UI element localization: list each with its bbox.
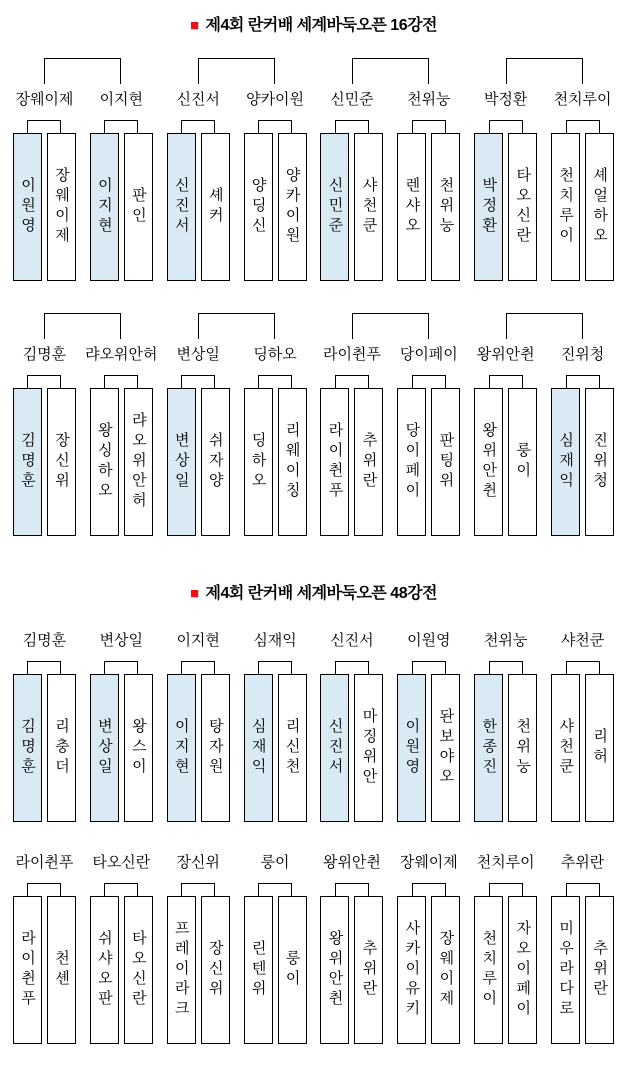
player-box xyxy=(320,388,349,536)
section-title-text: 제4회 란커배 세계바둑오픈 16강전 xyxy=(205,17,438,34)
advancer-label: 신진서 xyxy=(330,632,374,649)
player-box xyxy=(167,674,196,822)
player-box xyxy=(551,388,580,536)
player-box xyxy=(124,896,153,1044)
player-name: 신진서 xyxy=(326,718,344,778)
player-name: 이원영 xyxy=(18,177,36,237)
player-box xyxy=(167,133,196,281)
advancer-label: 천치루이 xyxy=(476,854,535,871)
match-connector-line xyxy=(412,883,446,896)
match-pair xyxy=(320,388,383,536)
advancer-label: 천위눙 xyxy=(483,632,528,649)
advancer-label: 샤천쿤 xyxy=(560,632,605,649)
advancer-label: 양카이원 xyxy=(246,91,305,108)
match-pair xyxy=(551,133,614,281)
match-connector-line xyxy=(27,883,61,896)
advancer-label: 천치루이 xyxy=(553,91,612,108)
player-box xyxy=(167,388,196,536)
match-pair xyxy=(167,133,230,281)
match-pair xyxy=(13,674,76,822)
player-box xyxy=(201,896,230,1044)
player-name: 랴오위안허 xyxy=(129,412,147,512)
match-row xyxy=(6,631,621,822)
player-box xyxy=(124,388,153,536)
player-name: 린텐위 xyxy=(249,940,267,1000)
match-cell xyxy=(467,631,544,822)
player-box xyxy=(397,674,426,822)
match-cell xyxy=(314,853,391,1044)
player-box xyxy=(431,674,460,822)
player-name: 리웨이칭 xyxy=(283,422,301,502)
player-box xyxy=(201,133,230,281)
match-row xyxy=(6,345,621,536)
player-name: 왕위안췬 xyxy=(480,422,498,502)
advancer-label: 천위눙 xyxy=(407,91,451,108)
match-cell xyxy=(160,853,237,1044)
player-name: 쉬자양 xyxy=(206,432,224,492)
player-box xyxy=(201,388,230,536)
match-cell xyxy=(314,90,391,281)
player-name: 쉬샤오판 xyxy=(95,930,113,1010)
player-name: 이원영 xyxy=(403,718,421,778)
player-box xyxy=(47,896,76,1044)
player-name: 박정환 xyxy=(480,177,498,237)
player-box xyxy=(585,896,614,1044)
player-box xyxy=(244,674,273,822)
player-name: 왕위안췬 xyxy=(326,930,344,1010)
advancer-label: 장웨이제 xyxy=(399,854,458,871)
match-connector-line xyxy=(566,883,600,896)
match-pair xyxy=(13,896,76,1044)
player-name: 양카이원 xyxy=(283,167,301,247)
player-box xyxy=(47,133,76,281)
player-name: 신민준 xyxy=(326,177,344,237)
advancer-label: 장신위 xyxy=(176,854,220,871)
match-connector-line xyxy=(258,375,292,388)
player-box xyxy=(397,388,426,536)
match-connector-line xyxy=(566,375,600,388)
match-connector-line xyxy=(104,120,138,133)
match-pair xyxy=(397,133,460,281)
player-box xyxy=(474,674,503,822)
advancer-label: 라이췬푸 xyxy=(15,854,74,871)
player-name: 천치루이 xyxy=(480,930,498,1010)
player-box xyxy=(508,674,537,822)
player-box xyxy=(13,896,42,1044)
pair-connector-row xyxy=(6,45,621,84)
player-box xyxy=(431,133,460,281)
match-cell xyxy=(544,90,621,281)
player-box xyxy=(551,674,580,822)
player-box xyxy=(354,896,383,1044)
player-name: 왕스이 xyxy=(129,718,147,778)
match-pair xyxy=(167,388,230,536)
player-name: 장웨이제 xyxy=(437,930,455,1010)
player-box xyxy=(431,896,460,1044)
advancer-label: 추위란 xyxy=(560,854,605,871)
player-box xyxy=(201,674,230,822)
match-pair xyxy=(244,896,307,1044)
bracket-round xyxy=(6,631,621,822)
player-box xyxy=(585,674,614,822)
match-cell xyxy=(83,853,160,1044)
bracket-round xyxy=(6,300,621,536)
player-name: 양딩신 xyxy=(249,177,267,237)
player-name: 심재익 xyxy=(557,432,575,492)
advancer-label: 신민준 xyxy=(330,91,374,108)
pair-connector-line xyxy=(352,313,429,339)
player-box xyxy=(474,388,503,536)
advancer-label: 이지현 xyxy=(176,632,220,649)
player-box xyxy=(13,133,42,281)
match-cell xyxy=(467,853,544,1044)
match-cell xyxy=(314,345,391,536)
match-cell xyxy=(6,345,83,536)
match-connector-line xyxy=(104,375,138,388)
player-box xyxy=(508,388,537,536)
player-box xyxy=(354,388,383,536)
match-connector-line xyxy=(412,120,446,133)
player-name: 천셴 xyxy=(52,950,70,990)
match-cell xyxy=(390,631,467,822)
match-connector-line xyxy=(258,661,292,674)
advancer-label: 라이췬푸 xyxy=(322,346,381,363)
pair-connector-line xyxy=(198,313,275,339)
player-box xyxy=(244,133,273,281)
red-square-icon: ■ xyxy=(189,585,199,602)
player-name: 사카이유키 xyxy=(403,920,421,1020)
player-box xyxy=(474,133,503,281)
advancer-label: 왕위안췬 xyxy=(476,346,535,363)
player-box xyxy=(278,388,307,536)
player-name: 라이췬푸 xyxy=(18,930,36,1010)
player-name: 판팅위 xyxy=(437,432,455,492)
match-connector-line xyxy=(335,120,369,133)
player-box xyxy=(124,133,153,281)
player-box xyxy=(585,133,614,281)
match-row xyxy=(6,90,621,281)
match-connector-line xyxy=(489,883,523,896)
advancer-label: 타오신란 xyxy=(92,854,151,871)
match-pair xyxy=(474,896,537,1044)
match-pair xyxy=(244,133,307,281)
player-box xyxy=(551,133,580,281)
player-box xyxy=(585,388,614,536)
player-name: 추위란 xyxy=(591,940,609,1000)
player-name: 룽이 xyxy=(514,442,532,482)
player-box xyxy=(90,674,119,822)
section-title xyxy=(6,12,621,35)
player-name: 당이페이 xyxy=(403,422,421,502)
player-name: 장신위 xyxy=(206,940,224,1000)
player-name: 이지현 xyxy=(95,177,113,237)
player-name: 변상일 xyxy=(172,432,190,492)
section-title xyxy=(6,580,621,603)
pair-connector-line xyxy=(352,58,429,84)
advancer-label: 랴오위안허 xyxy=(85,346,158,363)
player-box xyxy=(47,674,76,822)
match-pair xyxy=(474,674,537,822)
match-cell xyxy=(160,345,237,536)
match-connector-line xyxy=(181,120,215,133)
advancer-label: 김명훈 xyxy=(22,632,67,649)
player-box xyxy=(474,896,503,1044)
match-cell xyxy=(83,631,160,822)
player-name: 판인 xyxy=(129,187,147,227)
player-box xyxy=(90,133,119,281)
player-name: 한종진 xyxy=(480,718,498,778)
match-cell xyxy=(83,345,160,536)
player-box xyxy=(397,896,426,1044)
match-connector-line xyxy=(412,661,446,674)
bracket-round xyxy=(6,853,621,1044)
match-pair xyxy=(90,388,153,536)
advancer-label: 장웨이제 xyxy=(15,91,74,108)
advancer-label: 김명훈 xyxy=(22,346,67,363)
match-pair xyxy=(474,388,537,536)
match-pair xyxy=(397,388,460,536)
match-pair xyxy=(397,674,460,822)
pair-connector-line xyxy=(198,58,275,84)
match-cell xyxy=(390,853,467,1044)
player-box xyxy=(90,896,119,1044)
match-cell xyxy=(467,90,544,281)
pair-connector-row xyxy=(6,300,621,339)
advancer-label: 당이페이 xyxy=(399,346,458,363)
player-name: 진위청 xyxy=(591,432,609,492)
match-cell xyxy=(6,90,83,281)
player-name: 천위눙 xyxy=(437,177,455,237)
player-name: 장신위 xyxy=(52,432,70,492)
match-pair xyxy=(90,896,153,1044)
player-name: 셰커 xyxy=(206,187,224,227)
match-cell xyxy=(544,853,621,1044)
match-pair xyxy=(90,133,153,281)
player-box xyxy=(13,674,42,822)
player-name: 김명훈 xyxy=(18,718,36,778)
player-name: 타오신란 xyxy=(514,167,532,247)
bracket-round xyxy=(6,45,621,281)
bracket-section-round48 xyxy=(6,580,621,1044)
match-pair xyxy=(320,133,383,281)
match-connector-line xyxy=(335,375,369,388)
match-cell xyxy=(6,631,83,822)
match-cell xyxy=(237,345,314,536)
player-name: 추위란 xyxy=(360,940,378,1000)
player-box xyxy=(354,133,383,281)
player-name: 천위눙 xyxy=(514,718,532,778)
advancer-label: 신진서 xyxy=(176,91,220,108)
player-name: 샤천쿤 xyxy=(360,177,378,237)
match-pair xyxy=(551,674,614,822)
player-box xyxy=(278,133,307,281)
match-pair xyxy=(244,388,307,536)
match-cell xyxy=(160,90,237,281)
player-box xyxy=(90,388,119,536)
player-name: 이지현 xyxy=(172,718,190,778)
match-pair xyxy=(90,674,153,822)
player-name: 왕싱하오 xyxy=(95,422,113,502)
player-name: 돤보야오 xyxy=(437,708,455,788)
advancer-label: 변상일 xyxy=(176,346,220,363)
match-connector-line xyxy=(181,375,215,388)
pair-connector-line xyxy=(44,58,121,84)
match-connector-line xyxy=(258,883,292,896)
match-cell xyxy=(390,90,467,281)
match-pair xyxy=(13,133,76,281)
match-cell xyxy=(390,345,467,536)
match-cell xyxy=(237,631,314,822)
match-pair xyxy=(167,674,230,822)
pair-connector-line xyxy=(506,313,583,339)
match-pair xyxy=(551,388,614,536)
player-box xyxy=(124,674,153,822)
player-name: 리충더 xyxy=(52,718,70,778)
match-pair xyxy=(320,674,383,822)
match-cell xyxy=(314,631,391,822)
match-pair xyxy=(244,674,307,822)
bracket-section-round16 xyxy=(6,12,621,536)
player-name: 장웨이제 xyxy=(52,167,70,247)
player-name: 자오이페이 xyxy=(514,920,532,1020)
match-connector-line xyxy=(104,883,138,896)
player-box xyxy=(397,133,426,281)
advancer-label: 심재익 xyxy=(253,632,297,649)
match-connector-line xyxy=(566,120,600,133)
match-cell xyxy=(237,853,314,1044)
player-name: 추위란 xyxy=(360,432,378,492)
player-name: 셰얼하오 xyxy=(591,167,609,247)
player-name: 마징위안 xyxy=(360,708,378,788)
player-name: 탕자원 xyxy=(206,718,224,778)
match-connector-line xyxy=(335,661,369,674)
match-connector-line xyxy=(181,661,215,674)
player-box xyxy=(278,674,307,822)
player-name: 미우라다로 xyxy=(557,920,575,1020)
match-connector-line xyxy=(104,661,138,674)
match-connector-line xyxy=(566,661,600,674)
match-connector-line xyxy=(181,883,215,896)
player-box xyxy=(167,896,196,1044)
advancer-label: 박정환 xyxy=(483,91,528,108)
player-box xyxy=(244,388,273,536)
player-name: 샤천쿤 xyxy=(557,718,575,778)
advancer-label: 이원영 xyxy=(407,632,451,649)
bracket-rows xyxy=(6,45,621,536)
player-name: 변상일 xyxy=(95,718,113,778)
match-row xyxy=(6,853,621,1044)
player-box xyxy=(551,896,580,1044)
match-connector-line xyxy=(489,375,523,388)
player-name: 심재익 xyxy=(249,718,267,778)
advancer-label: 룽이 xyxy=(260,854,290,871)
match-pair xyxy=(13,388,76,536)
player-box xyxy=(320,674,349,822)
match-connector-line xyxy=(27,375,61,388)
player-box xyxy=(508,133,537,281)
match-cell xyxy=(544,631,621,822)
player-name: 딩하오 xyxy=(249,432,267,492)
match-cell xyxy=(160,631,237,822)
pair-connector-line xyxy=(44,313,121,339)
advancer-label: 진위청 xyxy=(560,346,605,363)
match-connector-line xyxy=(258,120,292,133)
match-cell xyxy=(467,345,544,536)
player-box xyxy=(431,388,460,536)
player-box xyxy=(13,388,42,536)
match-connector-line xyxy=(412,375,446,388)
player-name: 렌샤오 xyxy=(403,177,421,237)
player-box xyxy=(278,896,307,1044)
player-name: 김명훈 xyxy=(18,432,36,492)
advancer-label: 이지현 xyxy=(99,91,144,108)
player-box xyxy=(244,896,273,1044)
bracket-rows xyxy=(6,631,621,1044)
player-name: 신진서 xyxy=(172,177,190,237)
pair-connector-line xyxy=(506,58,583,84)
match-connector-line xyxy=(27,120,61,133)
match-cell xyxy=(6,853,83,1044)
player-name: 프레이라크 xyxy=(172,920,190,1020)
player-box xyxy=(508,896,537,1044)
player-box xyxy=(354,674,383,822)
match-cell xyxy=(544,345,621,536)
match-pair xyxy=(397,896,460,1044)
match-pair xyxy=(551,896,614,1044)
advancer-label: 변상일 xyxy=(99,632,144,649)
match-connector-line xyxy=(27,661,61,674)
section-title-text: 제4회 란커배 세계바둑오픈 48강전 xyxy=(205,585,438,602)
match-pair xyxy=(474,133,537,281)
player-name: 룽이 xyxy=(283,950,301,990)
match-connector-line xyxy=(489,120,523,133)
player-name: 리허 xyxy=(591,728,609,768)
player-name: 라이췬푸 xyxy=(326,422,344,502)
match-pair xyxy=(167,896,230,1044)
player-box xyxy=(320,133,349,281)
match-connector-line xyxy=(335,883,369,896)
red-square-icon: ■ xyxy=(189,17,199,34)
player-box xyxy=(320,896,349,1044)
player-name: 천치루이 xyxy=(557,167,575,247)
player-name: 타오신란 xyxy=(129,930,147,1010)
advancer-label: 딩하오 xyxy=(253,346,297,363)
match-connector-line xyxy=(489,661,523,674)
advancer-label: 왕위안췬 xyxy=(322,854,381,871)
player-box xyxy=(47,388,76,536)
player-name: 리신천 xyxy=(283,718,301,778)
match-cell xyxy=(237,90,314,281)
match-pair xyxy=(320,896,383,1044)
match-cell xyxy=(83,90,160,281)
